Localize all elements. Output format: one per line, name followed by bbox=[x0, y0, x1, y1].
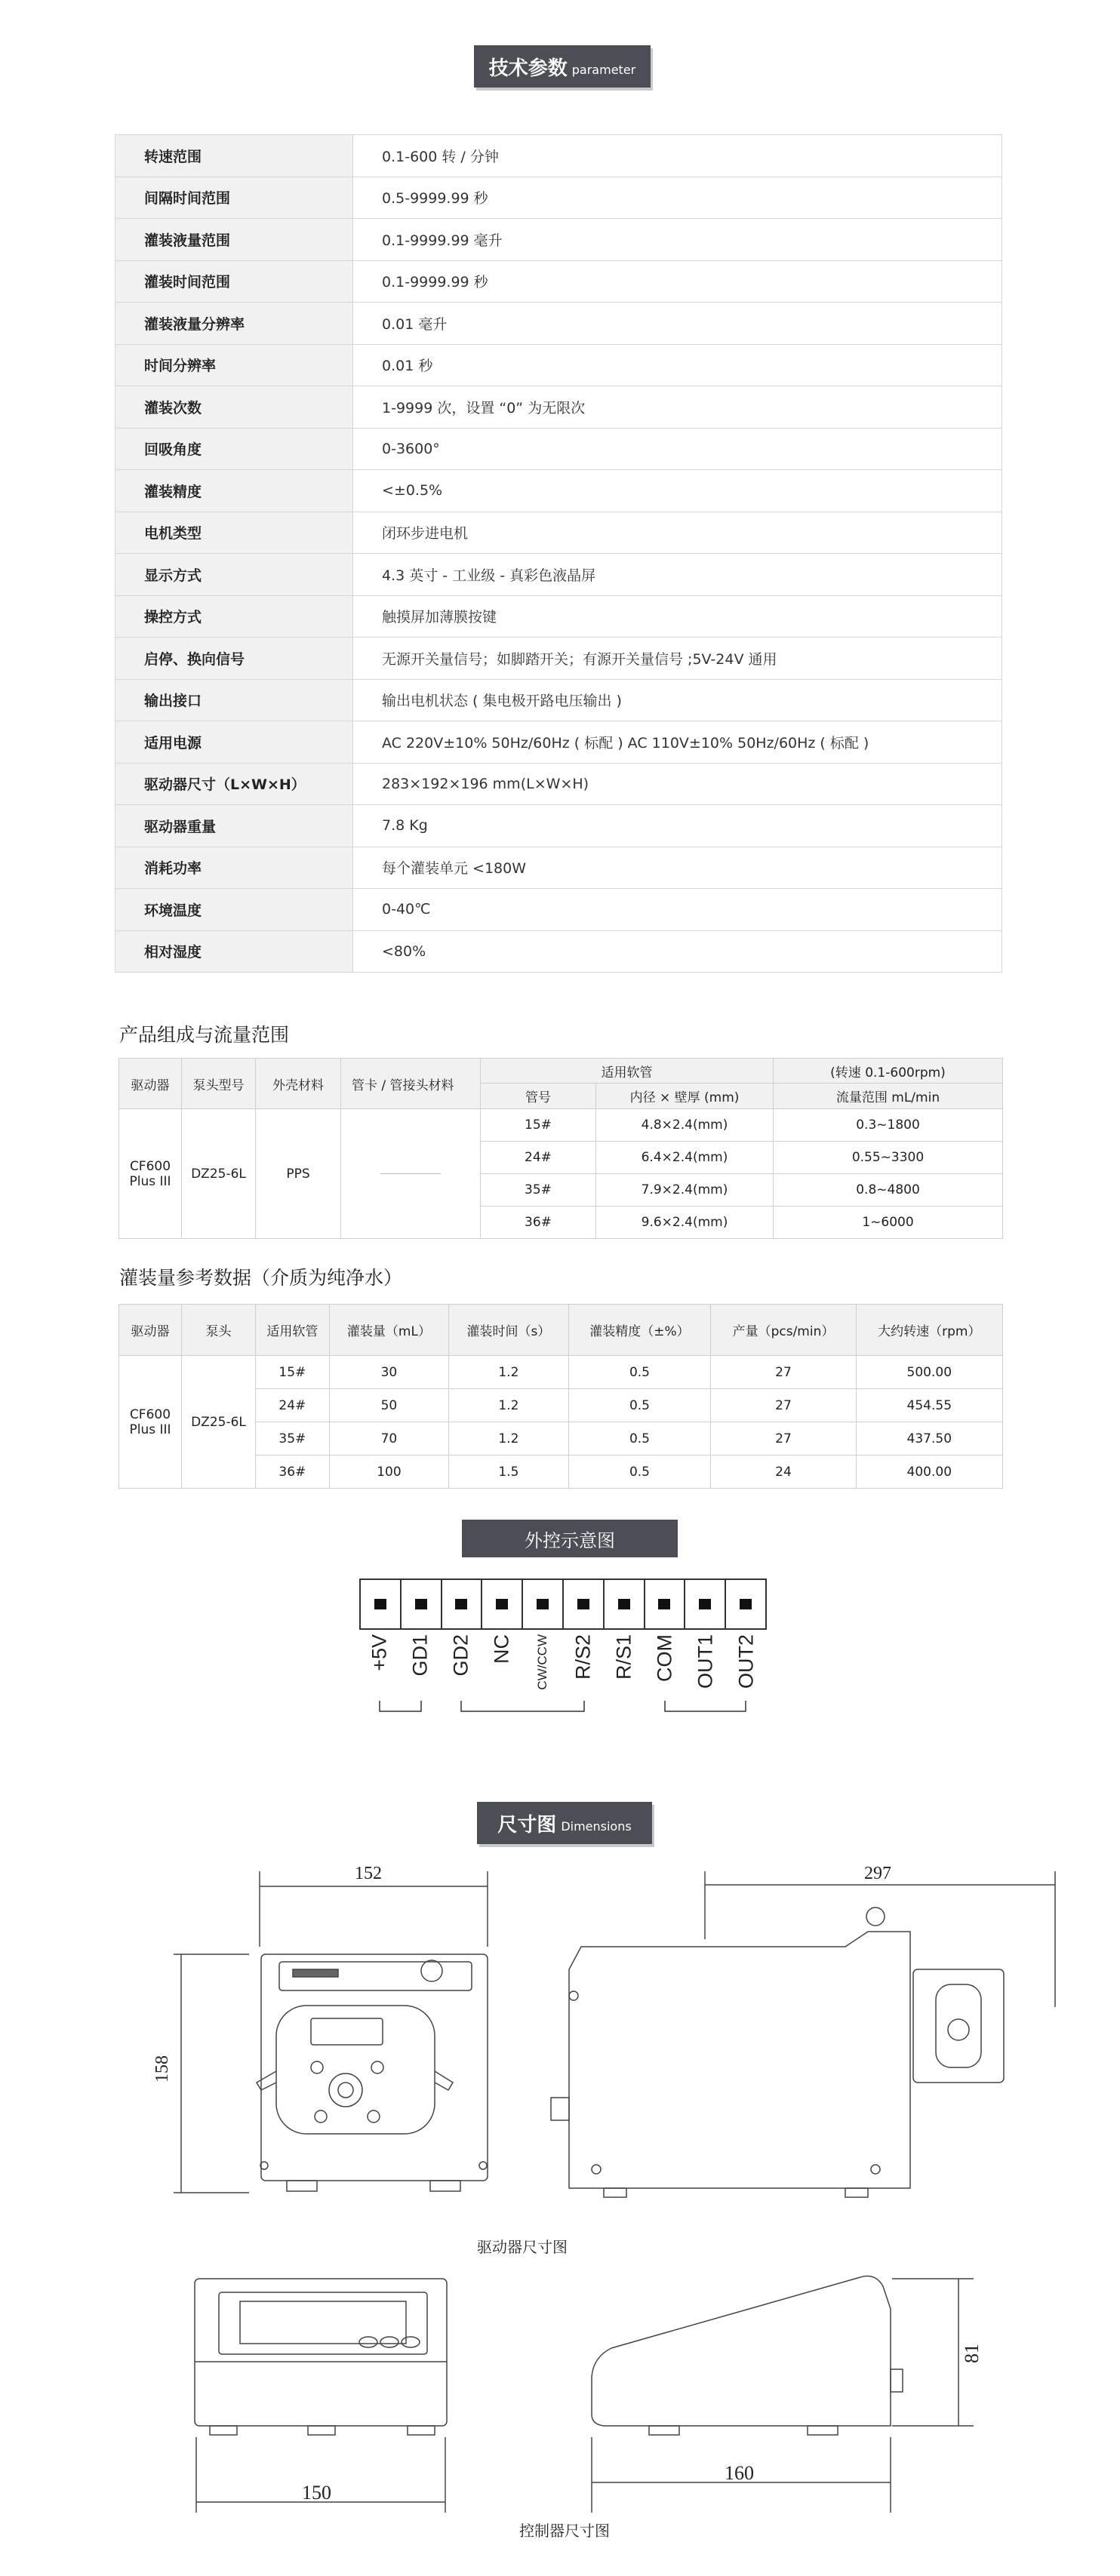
spec-row bbox=[115, 219, 1002, 261]
terminal-screw-icon bbox=[496, 1599, 508, 1609]
time: 1.2 bbox=[449, 1356, 568, 1389]
spec-key: 适用电源 bbox=[115, 721, 353, 764]
time: 1.5 bbox=[449, 1456, 568, 1489]
spec-key: 灌装精度 bbox=[115, 470, 353, 512]
composition-title: 产品组成与流量范围 bbox=[119, 1024, 290, 1046]
accuracy: 0.5 bbox=[568, 1356, 711, 1389]
terminal-screw-icon bbox=[618, 1599, 630, 1609]
spec-value: 0.5-9999.99 秒 bbox=[353, 177, 1002, 219]
spec-row bbox=[115, 638, 1002, 680]
output: 27 bbox=[711, 1422, 856, 1456]
terminal-label: NC bbox=[490, 1634, 513, 1664]
banner-title: 尺寸图 bbox=[497, 1813, 557, 1837]
spec-key: 灌装液量范围 bbox=[115, 219, 353, 261]
terminal-label: GD2 bbox=[449, 1634, 472, 1677]
tube-no: 24# bbox=[481, 1142, 596, 1174]
banner-subtitle: Dimensions bbox=[561, 1818, 632, 1834]
spec-row bbox=[115, 847, 1002, 889]
spec-value: 1-9999 次，设置 “0” 为无限次 bbox=[353, 386, 1002, 429]
filling-title: 灌装量参考数据（介质为纯净水） bbox=[119, 1267, 403, 1289]
spec-value: AC 220V±10% 50Hz/60Hz ( 标配 ) AC 110V±10% 50Hz/60Hz ( 标配 ) bbox=[353, 721, 1002, 764]
col-flow-speed: (转速 0.1-600rpm) bbox=[774, 1059, 1003, 1084]
spec-key: 时间分辨率 bbox=[115, 344, 353, 386]
spec-row bbox=[115, 763, 1002, 805]
terminal-slot bbox=[685, 1580, 726, 1628]
spec-table bbox=[115, 134, 1002, 973]
spec-key: 转速范围 bbox=[115, 135, 353, 177]
filling-col-header: 适用软管 bbox=[256, 1305, 330, 1356]
tube-flow: 0.55~3300 bbox=[774, 1142, 1003, 1174]
spec-row bbox=[115, 679, 1002, 721]
terminal-slot bbox=[564, 1580, 605, 1628]
spec-row bbox=[115, 512, 1002, 554]
tube-flow: 0.3~1800 bbox=[774, 1109, 1003, 1142]
dim-81: 81 bbox=[961, 2344, 983, 2363]
rpm: 500.00 bbox=[856, 1356, 1002, 1389]
spec-value: 无源开关量信号；如脚踏开关；有源开关量信号 ;5V-24V 通用 bbox=[353, 638, 1002, 680]
banner-title: 技术参数 bbox=[488, 57, 568, 80]
spec-row bbox=[115, 177, 1002, 219]
dim-297: 297 bbox=[864, 1864, 891, 1883]
col-head: 泵头型号 bbox=[182, 1059, 256, 1109]
spec-key: 消耗功率 bbox=[115, 847, 353, 889]
terminal-label: CW/CCW bbox=[535, 1634, 549, 1690]
col-tube-no: 管号 bbox=[481, 1084, 596, 1109]
spec-value: 0.01 秒 bbox=[353, 344, 1002, 386]
drive-dimension-drawing bbox=[0, 1856, 1120, 2203]
spec-key: 电机类型 bbox=[115, 512, 353, 554]
spec-key: 回吸角度 bbox=[115, 428, 353, 470]
spec-key: 灌装液量分辨率 bbox=[115, 303, 353, 345]
terminal-label: OUT2 bbox=[734, 1634, 758, 1689]
tube-flow: 0.8~4800 bbox=[774, 1174, 1003, 1207]
spec-value: 触摸屏加薄膜按键 bbox=[353, 595, 1002, 638]
terminal-label: R/S2 bbox=[571, 1634, 595, 1680]
cell-clip bbox=[341, 1109, 481, 1239]
spec-value: 283×192×196 mm(L×W×H) bbox=[353, 763, 1002, 805]
spec-value: 4.3 英寸 - 工业级 - 真彩色液晶屏 bbox=[353, 554, 1002, 596]
terminal-slot bbox=[605, 1580, 645, 1628]
spec-value: 每个灌装单元 <180W bbox=[353, 847, 1002, 889]
cell-head: DZ25-6L bbox=[182, 1109, 256, 1239]
output: 24 bbox=[711, 1456, 856, 1489]
spec-key: 启停、换向信号 bbox=[115, 638, 353, 680]
rpm: 400.00 bbox=[856, 1456, 1002, 1489]
filling-col-header: 大约转速（rpm） bbox=[856, 1305, 1002, 1356]
spec-row bbox=[115, 721, 1002, 764]
volume: 30 bbox=[329, 1356, 449, 1389]
section-banner-external bbox=[462, 1520, 678, 1557]
spec-row bbox=[115, 386, 1002, 429]
spec-key: 相对湿度 bbox=[115, 930, 353, 973]
tube-dim: 4.8×2.4(mm) bbox=[596, 1109, 774, 1142]
dim-158: 158 bbox=[152, 2055, 172, 2083]
accuracy: 0.5 bbox=[568, 1456, 711, 1489]
spec-key: 环境温度 bbox=[115, 889, 353, 931]
rpm: 454.55 bbox=[856, 1389, 1002, 1422]
filling-col-header: 产量（pcs/min） bbox=[711, 1305, 856, 1356]
tube-no: 36# bbox=[481, 1207, 596, 1239]
spec-value: 0.01 毫升 bbox=[353, 303, 1002, 345]
spec-value: <80% bbox=[353, 930, 1002, 973]
time: 1.2 bbox=[449, 1422, 568, 1456]
volume: 70 bbox=[329, 1422, 449, 1456]
terminal-screw-icon bbox=[374, 1599, 386, 1609]
composition-table bbox=[118, 1058, 1003, 1239]
filling-col-header: 灌装时间（s） bbox=[449, 1305, 568, 1356]
spec-row bbox=[115, 260, 1002, 303]
tube-no: 15# bbox=[481, 1109, 596, 1142]
spec-row bbox=[115, 428, 1002, 470]
tube: 36# bbox=[256, 1456, 330, 1489]
time: 1.2 bbox=[449, 1389, 568, 1422]
terminal-label: R/S1 bbox=[612, 1634, 635, 1680]
spec-key: 驱动器重量 bbox=[115, 805, 353, 847]
spec-row bbox=[115, 344, 1002, 386]
empty-dash bbox=[380, 1173, 441, 1174]
cell-drive: CF600 Plus III bbox=[119, 1356, 182, 1489]
terminal-label: COM bbox=[653, 1634, 676, 1682]
terminal-label: +5V bbox=[368, 1634, 391, 1671]
spec-value: 7.8 Kg bbox=[353, 805, 1002, 847]
spec-row bbox=[115, 889, 1002, 931]
terminal-slot bbox=[645, 1580, 686, 1628]
filling-col-header: 灌装量（mL） bbox=[329, 1305, 449, 1356]
spec-key: 驱动器尺寸（L×W×H） bbox=[115, 763, 353, 805]
col-drive: 驱动器 bbox=[119, 1059, 182, 1109]
cell-head: DZ25-6L bbox=[182, 1356, 256, 1489]
spec-value: 0.1-9999.99 毫升 bbox=[353, 219, 1002, 261]
tube-dim: 9.6×2.4(mm) bbox=[596, 1207, 774, 1239]
banner-title: 外控示意图 bbox=[525, 1529, 615, 1551]
terminal-screw-icon bbox=[415, 1599, 427, 1609]
spec-value: 0.1-600 转 / 分钟 bbox=[353, 135, 1002, 177]
tube-no: 35# bbox=[481, 1174, 596, 1207]
tube: 24# bbox=[256, 1389, 330, 1422]
terminal-block bbox=[359, 1578, 767, 1630]
terminal-slot bbox=[442, 1580, 483, 1628]
dim-150: 150 bbox=[302, 2482, 331, 2504]
terminal-slot bbox=[726, 1580, 765, 1628]
spec-value: 0-3600° bbox=[353, 428, 1002, 470]
accuracy: 0.5 bbox=[568, 1422, 711, 1456]
spec-row bbox=[115, 805, 1002, 847]
terminal-slot bbox=[402, 1580, 442, 1628]
spec-value: 0.1-9999.99 秒 bbox=[353, 260, 1002, 303]
terminal-slot bbox=[482, 1580, 523, 1628]
terminal-label: GD1 bbox=[408, 1634, 432, 1677]
volume: 50 bbox=[329, 1389, 449, 1422]
spec-key: 灌装时间范围 bbox=[115, 260, 353, 303]
tube: 35# bbox=[256, 1422, 330, 1456]
terminal-group-brackets bbox=[359, 1690, 767, 1720]
output: 27 bbox=[711, 1356, 856, 1389]
volume: 100 bbox=[329, 1456, 449, 1489]
terminal-screw-icon bbox=[740, 1599, 752, 1609]
cell-shell: PPS bbox=[256, 1109, 341, 1239]
dim-152: 152 bbox=[355, 1864, 382, 1883]
caption-drive-dimensions: 驱动器尺寸图 bbox=[477, 2238, 568, 2256]
spec-row bbox=[115, 595, 1002, 638]
spec-row bbox=[115, 135, 1002, 177]
rpm: 437.50 bbox=[856, 1422, 1002, 1456]
tube-flow: 1~6000 bbox=[774, 1207, 1003, 1239]
spec-row bbox=[115, 303, 1002, 345]
spec-key: 输出接口 bbox=[115, 679, 353, 721]
tube-dim: 6.4×2.4(mm) bbox=[596, 1142, 774, 1174]
spec-value: 输出电机状态 ( 集电极开路电压输出 ) bbox=[353, 679, 1002, 721]
spec-row bbox=[115, 470, 1002, 512]
cell-drive: CF600 Plus III bbox=[119, 1109, 182, 1239]
terminal-screw-icon bbox=[699, 1599, 711, 1609]
spec-value: 闭环步进电机 bbox=[353, 512, 1002, 554]
spec-key: 灌装次数 bbox=[115, 386, 353, 429]
dim-160: 160 bbox=[725, 2462, 754, 2484]
filling-col-header: 驱动器 bbox=[119, 1305, 182, 1356]
caption-controller-dimensions: 控制器尺寸图 bbox=[519, 2522, 610, 2540]
terminal-slot bbox=[361, 1580, 402, 1628]
output: 27 bbox=[711, 1389, 856, 1422]
section-banner-dimensions bbox=[477, 1802, 652, 1844]
terminal-screw-icon bbox=[455, 1599, 467, 1609]
tube: 15# bbox=[256, 1356, 330, 1389]
terminal-slot bbox=[523, 1580, 564, 1628]
col-clip: 管卡 / 管接头材料 bbox=[341, 1059, 481, 1109]
terminal-screw-icon bbox=[577, 1599, 589, 1609]
spec-key: 操控方式 bbox=[115, 595, 353, 638]
col-tube: 适用软管 bbox=[481, 1059, 774, 1084]
filling-table bbox=[118, 1304, 1003, 1489]
spec-value: 0-40℃ bbox=[353, 889, 1002, 931]
col-shell: 外壳材料 bbox=[256, 1059, 341, 1109]
tube-dim: 7.9×2.4(mm) bbox=[596, 1174, 774, 1207]
controller-dimension-drawing bbox=[0, 2264, 1120, 2513]
terminal-screw-icon bbox=[658, 1599, 670, 1609]
banner-subtitle: parameter bbox=[571, 62, 636, 77]
col-tube-dim: 内径 × 壁厚 (mm) bbox=[596, 1084, 774, 1109]
section-banner-parameters bbox=[474, 45, 651, 88]
filling-col-header: 灌装精度（±%） bbox=[568, 1305, 711, 1356]
spec-key: 显示方式 bbox=[115, 554, 353, 596]
spec-row bbox=[115, 554, 1002, 596]
spec-key: 间隔时间范围 bbox=[115, 177, 353, 219]
filling-col-header: 泵头 bbox=[182, 1305, 256, 1356]
accuracy: 0.5 bbox=[568, 1389, 711, 1422]
terminal-screw-icon bbox=[537, 1599, 549, 1609]
terminal-label: OUT1 bbox=[694, 1634, 717, 1689]
col-flow-range: 流量范围 mL/min bbox=[774, 1084, 1003, 1109]
spec-value: <±0.5% bbox=[353, 470, 1002, 512]
spec-row bbox=[115, 930, 1002, 973]
